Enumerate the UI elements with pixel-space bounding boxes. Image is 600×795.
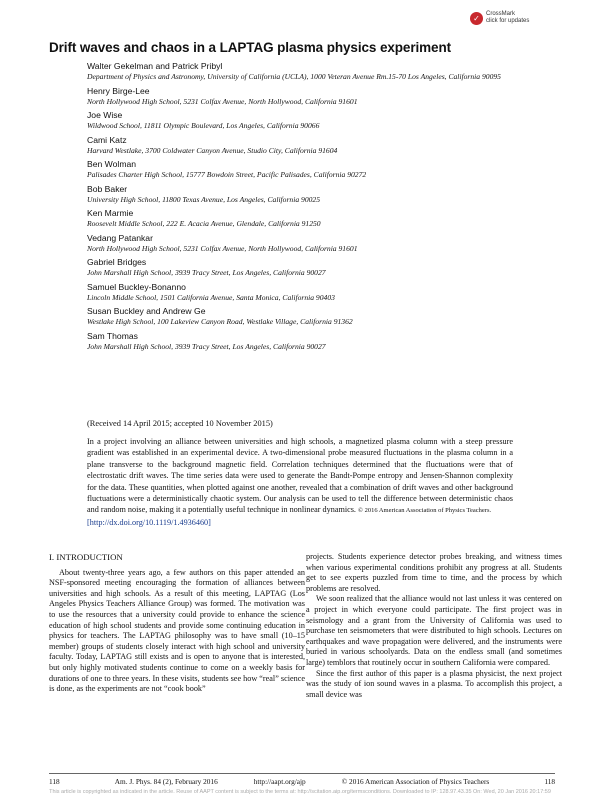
author-name: Samuel Buckley-Bonanno — [87, 281, 186, 292]
author-name: Cami Katz — [87, 134, 127, 145]
right-column — [306, 552, 562, 700]
footer-rule — [49, 773, 555, 774]
author-entry — [87, 282, 537, 303]
body-paragraph: We soon realized that the alliance would not last unless it was centered on a project in which everyone could participate. The first project was in seismology and a grant from the University of California was used to purchase ten seismometers that were distributed to high schools. Lectures on earthquakes and wave propagation were delivered, and the instruments were buried in various schoolyards. Data on the endless small (and sometimes large) temblors that routinely occur in southern California were compared. — [306, 594, 562, 667]
author-entry — [87, 159, 537, 180]
download-watermark: This article is copyrighted as indicated in the article. Reuse of AAPT content is subject to the terms at: http://scitation.aip.org/termsconditions. Downloaded to IP: 128.97.43.35 On: Wed, 20 Jan 2016 20:17:59 — [49, 789, 551, 795]
author-affiliation: Harvard Westlake, 3700 Coldwater Canyon Avenue, Studio City, California 91604 — [87, 145, 338, 155]
author-entry — [87, 61, 537, 82]
author-affiliation: North Hollywood High School, 5231 Colfax Avenue, North Hollywood, California 91601 — [87, 96, 358, 106]
doi-link[interactable]: [http://dx.doi.org/10.1119/1.4936460] — [87, 517, 211, 527]
body-paragraph: projects. Students experience detector probes breaking, and witness times when various experimental conditions prohibit any progress at all. Students get to see experts puzzled from time to time, and the process by which problems are resolved. — [306, 552, 562, 593]
author-entry — [87, 208, 537, 229]
author-name: Vedang Patankar — [87, 232, 153, 243]
author-entry — [87, 86, 537, 107]
author-affiliation: University High School, 11800 Texas Avenue, Los Angeles, California 90025 — [87, 194, 321, 204]
author-affiliation: Roosevelt Middle School, 222 E. Acacia Avenue, Glendale, California 91250 — [87, 219, 321, 228]
abstract-copyright: © 2016 American Association of Physics Teachers. — [358, 507, 492, 515]
author-name: Ken Marmie — [87, 208, 134, 218]
page-number-right: 118 — [544, 777, 555, 786]
page-footer — [49, 777, 555, 786]
crossmark-label: CrossMark click for updates — [486, 11, 530, 24]
author-list — [87, 61, 537, 355]
crossmark-badge[interactable] — [470, 11, 529, 25]
page-number-left: 118 — [49, 777, 60, 786]
author-name: Bob Baker — [87, 183, 128, 194]
received-dates: (Received 14 April 2015; accepted 10 November 2015) — [87, 419, 273, 428]
author-name: Henry Birge-Lee — [87, 85, 150, 96]
author-entry — [87, 110, 537, 131]
crossmark-icon: ✓ — [470, 12, 483, 25]
author-affiliation: Lincoln Middle School, 1501 California Avenue, Santa Monica, California 90403 — [87, 292, 335, 302]
body-paragraph: About twenty-three years ago, a few authors on this paper attended an NSF-sponsored meeting encouraging the formation of alliances between universities and high schools. As a result of this meeting, LAPTAG (Los Angeles Physics Teachers Alliance Group) was formed. The motivation was to use the resources that a university could provide to enhance the science education of high school students and provide some continuing education in physics for teachers. The LAPTAG philosophy was to have small (10–15 member) groups of students closely interact with high school and university faculty. Today, LAPTAG still exists and is open to anyone that is interested, but only highly motivated students continue to come on a weekly basis for durations of one to three years. In these visits, students see how “real” science is done, as the experiments are not “cook book” — [49, 567, 305, 694]
author-name: Sam Thomas — [87, 330, 138, 341]
body-paragraph: Since the first author of this paper is a plasma physicist, the next project was the study of ion sound waves in a plasma. To accomplish this project, a small device was — [306, 668, 562, 699]
author-name: Joe Wise — [87, 110, 123, 120]
author-entry — [87, 331, 537, 352]
author-entry — [87, 257, 537, 278]
author-name: Susan Buckley and Andrew Ge — [87, 306, 206, 316]
footer-copyright: © 2016 American Association of Physics Teachers — [341, 777, 490, 786]
author-affiliation: Department of Physics and Astronomy, University of California (UCLA), 1000 Veteran Avenue Rm.15-70 Los Angeles, California 90095 — [87, 72, 501, 81]
author-affiliation: Wildwood School, 11811 Olympic Boulevard, Los Angeles, California 90066 — [87, 121, 320, 130]
author-name: Ben Wolman — [87, 159, 137, 169]
author-affiliation: John Marshall High School, 3939 Tracy Street, Los Angeles, California 90027 — [87, 268, 326, 277]
section-heading: I. INTRODUCTION — [49, 552, 123, 562]
author-name: Walter Gekelman and Patrick Pribyl — [87, 61, 223, 71]
abstract — [87, 436, 513, 528]
author-entry — [87, 233, 537, 254]
author-entry — [87, 306, 537, 327]
abstract-text: In a project involving an alliance between universities and high schools, a magnetized plasma column with a steep pressure gradient was established in an experimental device. A two-dimensional probe measured fluctuations in the plasma column in a plane transverse to the background magnetic field. Correlation techniques determined that the fluctuations were that of electrostatic drift waves. The time series data were used to generate the Bandt-Pompe entropy and Jensen-Shannon complexity for the data. These quantities, when plotted against one another, revealed that a combination of drift waves and other background fluctuations were a deterministically chaotic system. Our analysis can be used to tell the difference between deterministic chaos and random noise, making it a potentially useful technique in nonlinear dynamics. — [87, 437, 513, 515]
author-entry — [87, 135, 537, 156]
author-affiliation: Palisades Charter High School, 15777 Bowdoin Street, Pacific Palisades, California 90272 — [87, 170, 367, 179]
left-column — [49, 552, 305, 695]
author-affiliation: North Hollywood High School, 5231 Colfax Avenue, North Hollywood, California 91601 — [87, 243, 358, 253]
author-entry — [87, 184, 537, 205]
paper-title: Drift waves and chaos in a LAPTAG plasma physics experiment — [49, 40, 451, 55]
journal-citation: Am. J. Phys. 84 (2), February 2016 — [114, 777, 218, 786]
author-name: Gabriel Bridges — [87, 257, 147, 267]
author-affiliation: John Marshall High School, 3939 Tracy Street, Los Angeles, California 90027 — [87, 341, 326, 351]
journal-url[interactable]: http://aapt.org/ajp — [253, 777, 306, 786]
author-affiliation: Westlake High School, 100 Lakeview Canyon Road, Westlake Village, California 91362 — [87, 317, 353, 326]
